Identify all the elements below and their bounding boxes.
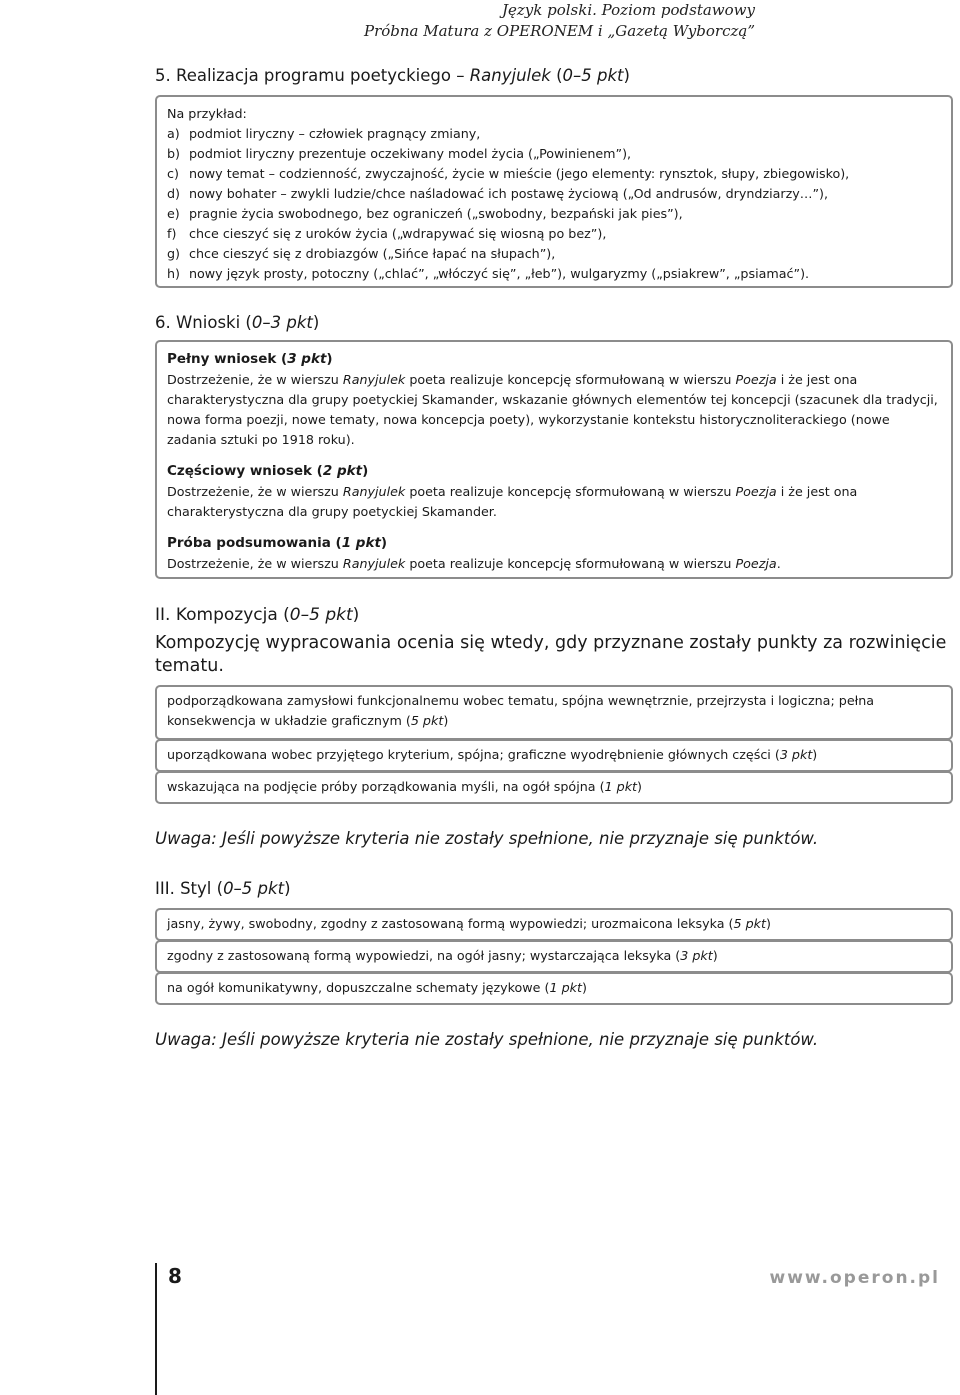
partial-conclusion-heading	[167, 460, 941, 482]
full-conclusion-heading	[167, 348, 941, 370]
criterion-points: 5 pkt	[733, 916, 766, 931]
composition-criterion-3	[155, 739, 953, 772]
criterion-close: )	[443, 713, 449, 728]
section-6-points: 0–3 pkt	[251, 313, 313, 332]
section-6-box	[155, 340, 953, 579]
criterion-close: )	[581, 980, 587, 995]
list-item-text: chce cieszyć się z drobiazgów („Sińce łapać na słupach”),	[189, 246, 556, 261]
section-5-list	[167, 124, 941, 284]
text-part: poeta realizuje koncepcję sformułowaną w wierszu	[405, 372, 736, 387]
list-item-text: pragnie życia swobodnego, bez ograniczeń („swobodny, bezpański jak pies”),	[189, 206, 683, 221]
full-conclusion	[167, 348, 941, 450]
text-part: Dostrzeżenie, że w wierszu	[167, 484, 343, 499]
list-item-label: h)	[167, 266, 180, 281]
section-3-note: Uwaga: Jeśli powyższe kryteria nie zostały spełnione, nie przyznaje się punktów.	[155, 1030, 819, 1049]
section-3-suffix: )	[284, 879, 291, 898]
section-5-points: 0–5 pkt	[562, 66, 624, 85]
attempt-summary-points: 1 pkt	[341, 535, 381, 551]
text-part: i że jest ona charakterystyczna dla grupy poetyckiej Skamander.	[167, 484, 858, 519]
criterion-points: 5 pkt	[410, 713, 444, 728]
publisher-url[interactable]: www.operon.pl	[769, 1268, 940, 1288]
page-number: 8	[168, 1264, 182, 1288]
style-criterion-1	[155, 972, 953, 1005]
criterion-close: )	[766, 916, 771, 931]
section-2-title	[155, 605, 359, 625]
attempt-summary	[167, 532, 941, 574]
style-criterion-3	[155, 940, 953, 973]
composition-criterion-5	[155, 685, 953, 740]
style-criterion-5	[155, 908, 953, 941]
section-2-suffix: )	[352, 605, 360, 625]
attempt-summary-text	[167, 554, 941, 574]
list-item-label: f)	[167, 226, 177, 241]
text-part: Dostrzeżenie, że w wierszu	[167, 556, 343, 571]
list-item	[167, 144, 941, 164]
partial-conclusion	[167, 460, 941, 522]
list-item	[167, 204, 941, 224]
attempt-summary-heading	[167, 532, 941, 554]
text-part: poeta realizuje koncepcję sformułowaną w wierszu	[405, 484, 736, 499]
criterion-text: jasny, żywy, swobodny, zgodny z zastosowaną formą wypowiedzi; urozmaicona leksyka (	[167, 916, 734, 931]
criterion-close: )	[812, 747, 818, 762]
section-5-lead: Na przykład:	[167, 106, 247, 121]
section-5-prefix: 5. Realizacja programu poetyckiego –	[155, 66, 470, 85]
section-2-note: Uwaga: Jeśli powyższe kryteria nie zostały spełnione, nie przyznaje się punktów.	[155, 829, 819, 848]
section-6-suffix: )	[312, 313, 320, 332]
composition-criterion-1	[155, 771, 953, 804]
list-item	[167, 124, 941, 144]
criterion-text: na ogół komunikatywny, dopuszczalne schematy językowe (	[167, 980, 550, 995]
text-part: i że jest ona charakterystyczna dla grupy poetyckiej Skamander, wskazanie głównych elementów tej koncepcji (szacunek dla tradycji, nowa forma poezji, nowe tematy, nowa koncepcja poety), wykorzystanie kontekstu historycznoliterackiego (nowe zadania sztuki po 1918 roku).	[167, 372, 938, 447]
criterion-close: )	[637, 779, 642, 794]
list-item-text: nowy temat – codzienność, zwyczajność, życie w mieście (jego elementy: rynsztok, słupy, zbiegowisko),	[189, 166, 850, 181]
poem-title: Ranyjulek	[342, 556, 406, 571]
poem-title: Poezja	[735, 556, 777, 571]
attempt-summary-title: Próba podsumowania (	[167, 535, 342, 551]
list-item	[167, 184, 941, 204]
header-line-2: Próbna Matura z OPERONEM i „Gazetą Wyborczą”	[363, 22, 755, 40]
section-3-title	[155, 879, 291, 898]
section-2-prefix: II. Kompozycja (	[155, 605, 290, 625]
criterion-text: wskazująca na podjęcie próby porządkowania myśli, na ogół spójna (	[167, 779, 605, 794]
section-5-poem-title: Ranyjulek	[469, 66, 551, 85]
list-item-text: nowy język prosty, potoczny („chlać”, „włóczyć się”, „łeb”), wulgaryzmy („psiakrew”, „psiamać”).	[189, 266, 810, 281]
partial-conclusion-text	[167, 482, 941, 522]
header-line-1: Język polski. Poziom podstawowy	[501, 1, 755, 19]
partial-conclusion-points: 2 pkt	[322, 463, 363, 479]
list-item-text: chce cieszyć się z uroków życia („wdrapywać się wiosną po bez”),	[189, 226, 607, 241]
section-3-prefix: III. Styl (	[155, 879, 224, 898]
section-6-prefix: 6. Wnioski (	[155, 313, 252, 332]
list-item-label: c)	[167, 166, 179, 181]
full-conclusion-points: 3 pkt	[287, 351, 327, 367]
full-conclusion-title-close: )	[326, 351, 333, 367]
criterion-points: 3 pkt	[779, 747, 813, 762]
section-6-title	[155, 313, 319, 332]
text-part: Dostrzeżenie, że w wierszu	[167, 372, 343, 387]
text-part: .	[776, 556, 781, 571]
section-5-paren-close: )	[623, 66, 630, 85]
partial-conclusion-title-close: )	[362, 463, 369, 479]
poem-title: Ranyjulek	[342, 484, 406, 499]
criterion-points: 1 pkt	[604, 779, 638, 794]
poem-title: Poezja	[735, 484, 777, 499]
full-conclusion-text	[167, 370, 941, 450]
criterion-text: podporządkowana zamysłowi funkcjonalnemu wobec tematu, spójna wewnętrznie, przejrzysta i logiczna; pełna konsekwencja w układzie graficznym (	[167, 693, 875, 728]
criterion-points: 3 pkt	[680, 948, 713, 963]
criterion-points: 1 pkt	[549, 980, 582, 995]
criterion-close: )	[712, 948, 718, 963]
list-item-text: podmiot liryczny – człowiek pragnący zmiany,	[189, 126, 481, 141]
criterion-text: uporządkowana wobec przyjętego kryterium, spójna; graficzne wyodrębnienie głównych części (	[167, 747, 780, 762]
list-item	[167, 244, 941, 264]
list-item-label: d)	[167, 186, 181, 201]
full-conclusion-title: Pełny wniosek (	[167, 351, 288, 367]
section-5-paren-open: (	[550, 66, 563, 85]
text-part: poeta realizuje koncepcję sformułowaną w wierszu	[405, 556, 736, 571]
poem-title: Poezja	[735, 372, 777, 387]
section-5-box	[155, 95, 953, 288]
list-item-text: nowy bohater – zwykli ludzie/chce naśladować ich postawę życiową („Od andrusów, dryndziarzy…”),	[189, 186, 829, 201]
criterion-text: zgodny z zastosowaną formą wypowiedzi, na ogół jasny; wystarczająca leksyka (	[167, 948, 681, 963]
list-item-label: g)	[167, 246, 181, 261]
section-2-intro: Kompozycję wypracowania ocenia się wtedy, gdy przyznane zostały punkty za rozwinięcie tematu.	[155, 633, 947, 676]
footer-rule	[155, 1263, 157, 1395]
list-item	[167, 224, 941, 244]
list-item-label: e)	[167, 206, 180, 221]
poem-title: Ranyjulek	[342, 372, 406, 387]
section-3-points: 0–5 pkt	[223, 879, 285, 898]
section-5-title	[155, 66, 630, 85]
list-item-label: b)	[167, 146, 181, 161]
list-item-label: a)	[167, 126, 180, 141]
partial-conclusion-title: Częściowy wniosek (	[167, 463, 323, 479]
list-item-text: podmiot liryczny prezentuje oczekiwany model życia („Powinienem”),	[189, 146, 632, 161]
list-item	[167, 164, 941, 184]
section-2-points: 0–5 pkt	[289, 605, 353, 625]
attempt-summary-title-close: )	[380, 535, 388, 551]
running-header	[364, 0, 755, 42]
list-item	[167, 264, 941, 284]
